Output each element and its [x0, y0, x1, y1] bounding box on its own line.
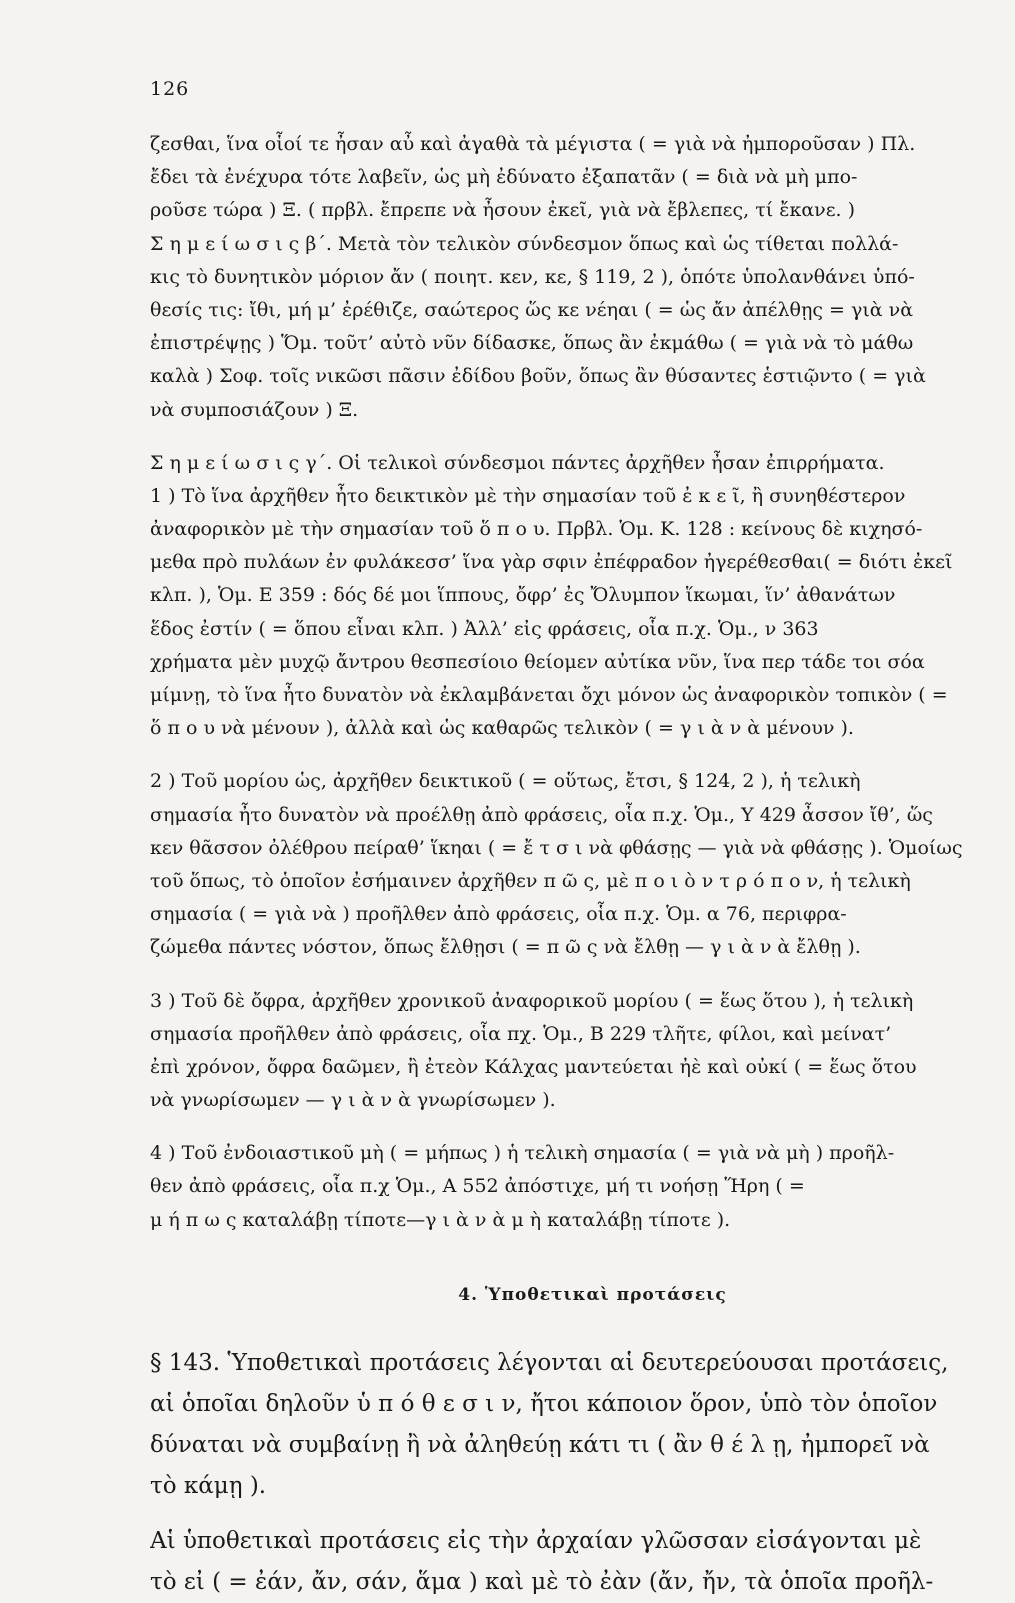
- text-line: ἐπὶ χρόνον, ὄφρα δαῶμεν, ἢ ἐτεὸν Κάλχας μαντεύεται ἠὲ καὶ οὐκί ( = ἕως ὅτου: [150, 1055, 917, 1078]
- note-gamma-line: Σ η μ ε ί ω σ ι ς γ΄. Οἱ τελικοὶ σύνδεσμοι πάντες ἀρχῆθεν ἦσαν ἐπιρρήματα.: [150, 451, 885, 474]
- page-body: [150, 128, 1005, 1603]
- text-line: μεθα πρὸ πυλάων ἐν φυλάκεσσ’ ἵνα γὰρ σφιν ἐπέφραδον ἠγερέθεσθαι( = διότι ἐκεῖ: [150, 551, 953, 574]
- text-line: μ ή π ω ς καταλάβῃ τίποτε—γ ι ὰ ν ὰ μ ὴ καταλάβῃ τίποτε ).: [150, 1208, 731, 1231]
- section-heading: 4. Ὑποθετικαὶ προτάσεις: [458, 1284, 727, 1305]
- note-beta-line: Σ η μ ε ί ω σ ι ς β΄. Μετὰ τὸν τελικὸν σύνδεσμον ὅπως καὶ ὡς τίθεται πολλά-: [150, 232, 899, 255]
- text-line: νὰ συμποσιάζουν ) Ξ.: [150, 398, 359, 421]
- text-line: χρήματα μὲν μυχῷ ἄντρου θεσπεσίοιο θείομεν αὐτίκα νῦν, ἵνα περ τάδε τοι σόα: [150, 650, 925, 673]
- page-number: 126: [150, 78, 190, 100]
- section-line: αἱ ὁποῖαι δηλοῦν ὑ π ό θ ε σ ι ν, ἤτοι κάποιον ὅρον, ὑπὸ τὸν ὁποῖον: [150, 1390, 938, 1417]
- text-line: ἔδει τὰ ἐνέχυρα τότε λαβεῖν, ὡς μὴ ἐδύνατο ἐξαπατᾶν ( = διὰ νὰ μὴ μπο-: [150, 166, 858, 189]
- text-line: σημασία προῆλθεν ἀπὸ φράσεις, οἷα πχ. Ὁμ., Β 229 τλῆτε, φίλοι, καὶ μείνατ’: [150, 1022, 892, 1045]
- text-line: ἐπιστρέψῃς ) Ὅμ. τοῦτ’ αὐτὸ νῦν δίδασκε, ὅπως ἂν ἐκμάθω ( = γιὰ νὰ τὸ μάθω: [150, 332, 914, 355]
- section-line: δύναται νὰ συμβαίνῃ ἢ νὰ ἀληθεύῃ κάτι τι ( ἂν θ έ λ ῃ, ἠμπορεῖ νὰ: [150, 1431, 930, 1458]
- text-line: νὰ γνωρίσωμεν — γ ι ὰ ν ὰ γνωρίσωμεν ).: [150, 1089, 556, 1112]
- text-line: σημασία ( = γιὰ νὰ ) προῆλθεν ἀπὸ φράσεις, οἷα π.χ. Ὁμ. α 76, περιφρα-: [150, 903, 847, 926]
- section-line: Αἱ ὑποθετικαὶ προτάσεις εἰς τὴν ἀρχαίαν γλῶσσαν εἰσάγονται μὲ: [150, 1527, 922, 1554]
- text-line: θεν ἀπὸ φράσεις, οἷα π.χ Ὁμ., Α 552 ἀπόστιχε, μή τι νοήσῃ Ἥρη ( =: [150, 1175, 805, 1198]
- section-143: [150, 1343, 1005, 1603]
- text-line: 1 ) Τὸ ἵνα ἀρχῆθεν ἦτο δεικτικὸν μὲ τὴν σημασίαν τοῦ ἐ κ ε ῖ, ἢ συνηθέστερον: [150, 484, 906, 507]
- text-line: κλπ. ), Ὁμ. Ε 359 : δός δέ μοι ἵππους, ὄφρ’ ἐς Ὄλυμπον ἵκωμαι, ἵν’ ἀθανάτων: [150, 584, 896, 607]
- text-line: ἕδος ἐστίν ( = ὅπου εἶναι κλπ. ) Ἀλλ’ εἰς φράσεις, οἷα π.χ. Ὁμ., ν 363: [150, 617, 819, 640]
- text-line: ζεσθαι, ἵνα οἷοί τε ἦσαν αὖ καὶ ἀγαθὰ τὰ μέγιστα ( = γιὰ νὰ ἠμποροῦσαν ) Πλ.: [150, 133, 916, 155]
- text-line: κις τὸ δυνητικὸν μόριον ἄν ( ποιητ. κεν, κε, § 119, 2 ), ὁπότε ὑπολανθάνει ὑπό-: [150, 265, 915, 288]
- text-line: μίμνῃ, τὸ ἵνα ἦτο δυνατὸν νὰ ἐκλαμβάνεται ὄχι μόνον ὡς ἀναφορικὸν τοπικὸν ( =: [150, 684, 948, 706]
- text-line: τοῦ ὅπως, τὸ ὁποῖον ἐσήμαινεν ἀρχῆθεν π ῶ ς, μὲ π ο ι ὸ ν τ ρ ό π ο ν, ἡ τελικὴ: [150, 869, 911, 892]
- text-line: θεσίς τις: ἴθι, μή μ’ ἐρέθιζε, σαώτερος ὥς κε νέηαι ( = ὡς ἄν ἀπέλθῃς = γιὰ νὰ: [150, 298, 914, 321]
- text-line: κεν θᾶσσον ὀλέθρου πείραθ’ ἵκηαι ( = ἔ τ σ ι νὰ φθάσῃς — γιὰ νὰ φθάσῃς ). Ὁμοίως: [150, 836, 963, 859]
- section-line: τὸ εἰ ( = ἐάν, ἄν, σάν, ἅμα ) καὶ μὲ τὸ ἐὰν (ἄν, ἤν, τὰ ὁποῖα προῆλ-: [150, 1568, 934, 1595]
- text-line: σημασία ἦτο δυνατὸν νὰ προέλθῃ ἀπὸ φράσεις, οἷα π.χ. Ὁμ., Υ 429 ἆσσον ἴθ’, ὥς: [150, 803, 933, 826]
- text-line: καλὰ ) Σοφ. τοῖς νικῶσι πᾶσιν ἐδίδου βοῦν, ὅπως ἂν θύσαντες ἑστιῷντο ( = γιὰ: [150, 365, 926, 388]
- text-line: ροῦσε τώρα ) Ξ. ( πρβλ. ἔπρεπε νὰ ἦσουν ἐκεῖ, γιὰ νὰ ἔβλεπες, τί ἔκανε. ): [150, 199, 856, 222]
- text-line: 4 ) Τοῦ ἐνδοιαστικοῦ μὴ ( = μήπως ) ἡ τελικὴ σημασία ( = γιὰ νὰ μὴ ) προῆλ-: [150, 1142, 895, 1165]
- text-line: ζώμεθα πάντες νόστον, ὅπως ἔλθῃσι ( = π ῶ ς νὰ ἔλθῃ — γ ι ὰ ν ὰ ἔλθῃ ).: [150, 936, 861, 959]
- text-line: ἀναφορικὸν μὲ τὴν σημασίαν τοῦ ὅ π ο υ. Πρβλ. Ὁμ. Κ. 128 : κείνους δὲ κιχησό-: [150, 518, 923, 541]
- section-line: § 143. Ὑποθετικαὶ προτάσεις λέγονται αἱ δευτερεύουσαι προτάσεις,: [150, 1349, 949, 1376]
- text-line: ὅ π ο υ νὰ μένουν ), ἀλλὰ καὶ ὡς καθαρῶς τελικὸν ( = γ ι ὰ ν ὰ μένουν ).: [150, 717, 854, 740]
- text-line: 2 ) Τοῦ μορίου ὡς, ἀρχῆθεν δεικτικοῦ ( = οὕτως, ἔτσι, § 124, 2 ), ἡ τελικὴ: [150, 770, 861, 793]
- text-line: 3 ) Τοῦ δὲ ὄφρα, ἀρχῆθεν χρονικοῦ ἀναφορικοῦ μορίου ( = ἕως ὅτου ), ἡ τελικὴ: [150, 989, 914, 1012]
- section-line: τὸ κάμῃ ).: [150, 1472, 267, 1499]
